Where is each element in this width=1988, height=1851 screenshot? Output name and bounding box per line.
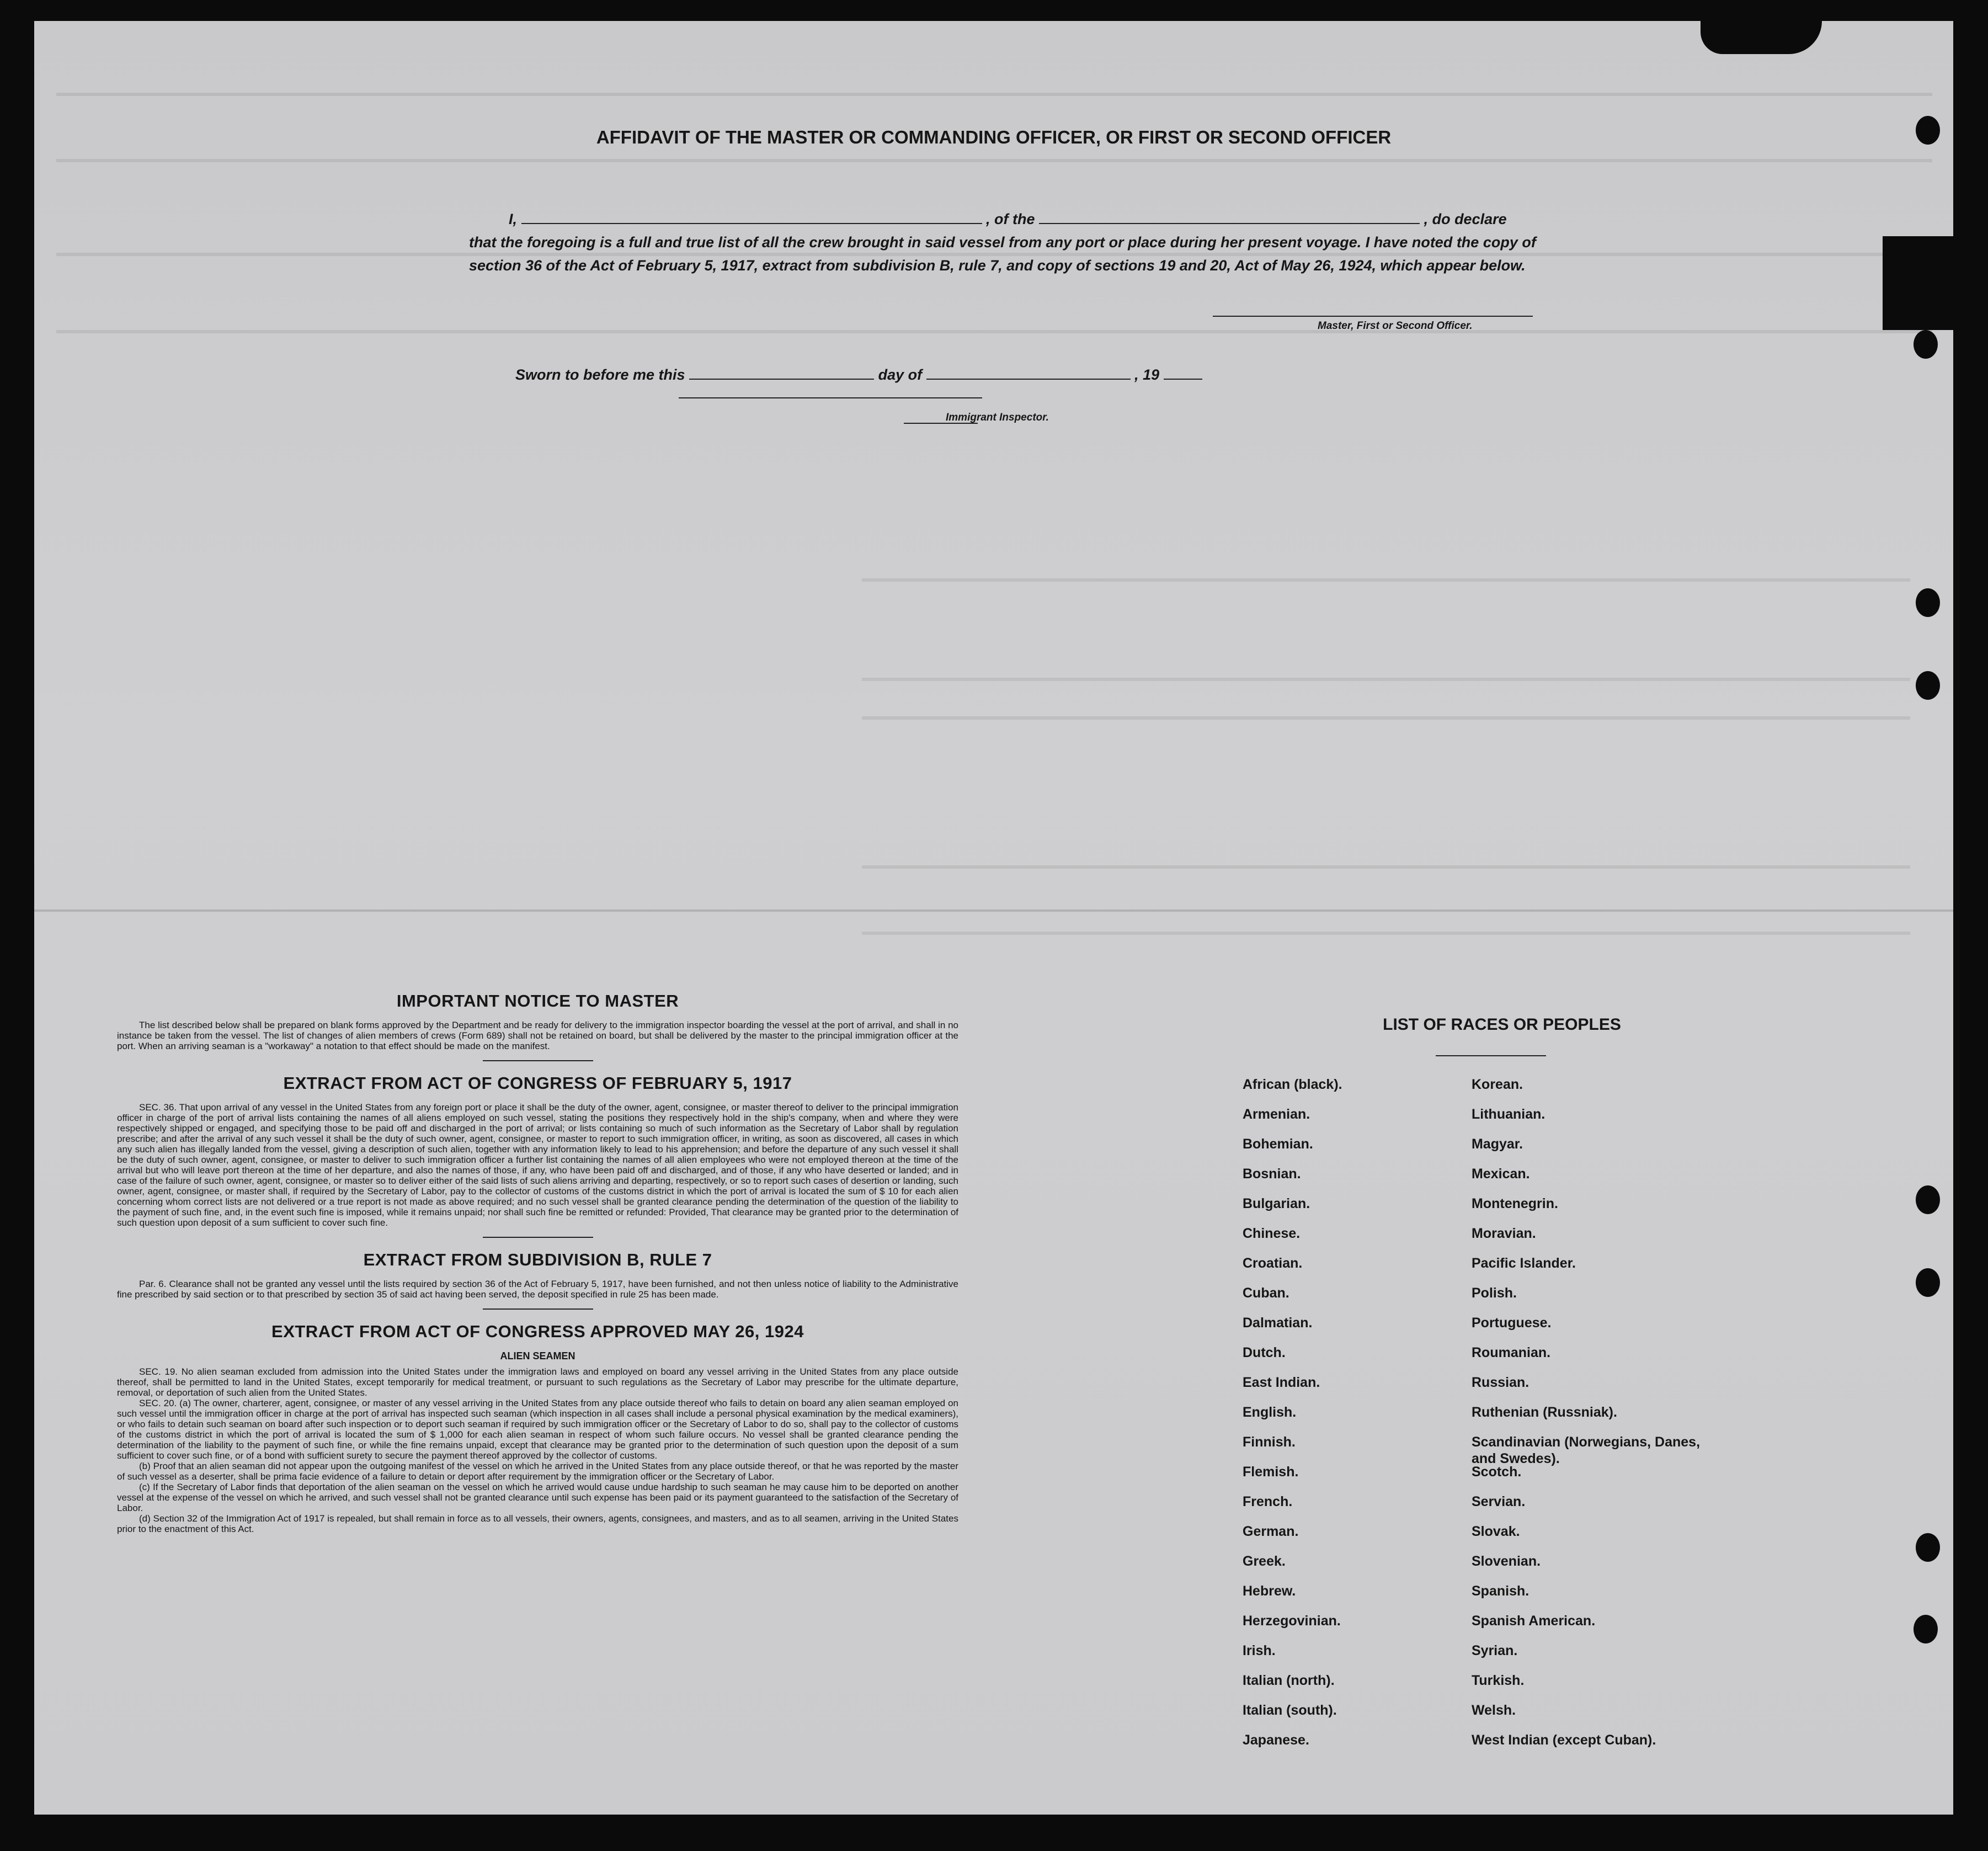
race-item: Cuban. bbox=[1243, 1285, 1289, 1301]
sworn-line bbox=[515, 366, 1202, 384]
race-item: Polish. bbox=[1472, 1285, 1517, 1301]
race-item: Slovenian. bbox=[1472, 1554, 1541, 1569]
sec20c-text: (c) If the Secretary of Labor finds that deportation of the alien seaman on the vessel on which he arrived would cause undue hardship to such seaman he may cause him to be deported on another vessel at the expense of the vessel on which he arrived, and such vessel shall not be granted clearance until such expense has been paid or its payment guaranteed to the satisfaction of the Secretary of Labor. bbox=[117, 1482, 958, 1513]
race-item: Irish. bbox=[1243, 1643, 1276, 1658]
race-item: Korean. bbox=[1472, 1077, 1523, 1092]
inspector-signature-line bbox=[679, 397, 982, 398]
race-item: Bulgarian. bbox=[1243, 1196, 1310, 1211]
race-item: Roumanian. bbox=[1472, 1345, 1551, 1360]
binder-hole bbox=[1916, 1268, 1940, 1297]
extract-1924-title: EXTRACT FROM ACT OF CONGRESS APPROVED MAY 26, 1924 bbox=[271, 1322, 804, 1341]
race-item: Magyar. bbox=[1472, 1136, 1523, 1152]
rule7-text: Par. 6. Clearance shall not be granted any vessel until the lists required by section 36 of the Act of February 5, 1917, have been furnished, and not then unless notice of liability to the Administrative fine prescribed by said section or to that prescribed by section 35 of said act having been served, the deposit specified in rule 25 has been made. bbox=[117, 1279, 958, 1300]
race-item: Lithuanian. bbox=[1472, 1107, 1545, 1122]
race-item: Scotch. bbox=[1472, 1464, 1522, 1480]
race-item: Servian. bbox=[1472, 1494, 1526, 1509]
race-item: German. bbox=[1243, 1524, 1299, 1539]
race-item: Dalmatian. bbox=[1243, 1315, 1313, 1331]
torn-corner bbox=[1883, 236, 1953, 330]
race-item: East Indian. bbox=[1243, 1375, 1320, 1390]
binder-hole bbox=[1916, 671, 1940, 700]
master-name-blank bbox=[521, 211, 982, 224]
race-item: Bosnian. bbox=[1243, 1166, 1301, 1182]
affidavit-i-label: I, bbox=[509, 211, 518, 227]
notice-title: IMPORTANT NOTICE TO MASTER bbox=[396, 991, 679, 1010]
race-item: Dutch. bbox=[1243, 1345, 1286, 1360]
race-item: Moravian. bbox=[1472, 1226, 1536, 1241]
master-signature-label: Master, First or Second Officer. bbox=[1318, 320, 1473, 332]
race-item: Slovak. bbox=[1472, 1524, 1520, 1539]
extract-1917-text: SEC. 36. That upon arrival of any vessel in the United States from any foreign port or place it shall be the duty of the owner, agent, consignee, or master thereof to deliver to the principal immigration officer in charge of the port of arrival lists containing the names of all aliens employed on such vessel, stating the positions they respectively hold in the ship's company, when and where they were respectively shipped or engaged, and specifying those to be paid off and discharged in the port of arrival; or lists containing so much of such information as the Secretary of Labor shall by regulation prescribe; and after the arrival of any such vessel it shall be the duty of such owner, agent, consignee, or master to report to such immigration officer, in writing, as soon as discovered, all cases in which any such alien has illegally landed from the vessel, giving a description of such alien, together with any information likely to lead to his apprehension; and before the departure of any such vessel it shall be the duty of such owner, agent, consignee, or master to deliver to such immigration officer a further list containing the names of all alien employees who were not employed thereon at the time of the arrival but who will leave port thereon at the time of her departure, and also the names of those, if any, who have been paid off and discharged, and of those, if any who have deserted or landed; and in case of the failure of such owner, agent, consignee, or master so to deliver either of the said lists of such aliens arriving and departing, respectively, or so to report such cases of desertion or landing, such owner, agent, consignee, or master shall, if required by the Secretary of Labor, pay to the collector of customs of the customs district in which the port of arrival is located the sum of $ 10 for each alien concerning whom correct lists are not delivered or a true report is not made as above required; and no such vessel shall be granted clearance pending the determination of the question of the liability to the payment of such fine, and, in the event such fine is imposed, while it remains unpaid; nor shall such fine be remitted or refunded: Provided, That clearance may be granted prior to the determination of such question upon deposit of a sum sufficient to cover such fine. bbox=[117, 1102, 958, 1228]
race-item: Armenian. bbox=[1243, 1107, 1310, 1122]
race-item: Hebrew. bbox=[1243, 1583, 1296, 1599]
race-item: French. bbox=[1243, 1494, 1293, 1509]
race-item: Syrian. bbox=[1472, 1643, 1518, 1658]
vessel-name-blank bbox=[1039, 211, 1420, 224]
race-item: Spanish. bbox=[1472, 1583, 1529, 1599]
rule7-title: EXTRACT FROM SUBDIVISION B, RULE 7 bbox=[363, 1250, 712, 1269]
race-item: Mexican. bbox=[1472, 1166, 1530, 1182]
race-item: Spanish American. bbox=[1472, 1613, 1596, 1629]
race-item: Turkish. bbox=[1472, 1673, 1525, 1688]
year-label: , 19 bbox=[1134, 366, 1160, 383]
race-item: Greek. bbox=[1243, 1554, 1286, 1569]
race-item: Russian. bbox=[1472, 1375, 1529, 1390]
race-item: Italian (south). bbox=[1243, 1703, 1337, 1718]
affidavit-title: AFFIDAVIT OF THE MASTER OR COMMANDING OFFICER, OR FIRST OR SECOND OFFICER bbox=[596, 127, 1392, 147]
sec20d-text: (d) Section 32 of the Immigration Act of 1917 is repealed, but shall remain in force as to all vessels, their owners, agents, consignees, and masters, and as to all seamen, arriving in the United States prior to the enactment of this Act. bbox=[117, 1513, 958, 1534]
race-item: Pacific Islander. bbox=[1472, 1256, 1576, 1271]
race-item: West Indian (except Cuban). bbox=[1472, 1732, 1656, 1748]
extract-1917-title: EXTRACT FROM ACT OF CONGRESS OF FEBRUARY 5, 1917 bbox=[283, 1073, 792, 1093]
race-item: Flemish. bbox=[1243, 1464, 1299, 1480]
affidavit-do-declare: , do declare bbox=[1424, 211, 1507, 227]
sec19-text: SEC. 19. No alien seaman excluded from admission into the United States under the immigration laws and employed on board any vessel arriving in the United States from any place outside thereof, shall be permitted to land in the United States, except temporarily for medical treatment, or pursuant to such regulations as the Secretary of Labor may prescribe for the ultimate departure, removal, or deportation of such alien from the United States. bbox=[117, 1366, 958, 1398]
affidavit-body bbox=[469, 208, 1573, 277]
race-item: African (black). bbox=[1243, 1077, 1342, 1092]
races-divider bbox=[1436, 1055, 1546, 1056]
binder-hole bbox=[1916, 116, 1940, 145]
alien-seamen-subtitle: ALIEN SEAMEN bbox=[500, 1350, 575, 1361]
sec20a-text: SEC. 20. (a) The owner, charterer, agent, consignee, or master of any vessel arriving in the United States from any place outside thereof who fails to detain on board any alien seaman employed on such vessel until the immigration officer in charge at the port of arrival has inspected such seaman (which inspection in all cases shall include a personal physical examination by the medical examiners), or who fails to detain such seaman on board after such inspection or to deport such seaman if required by such immigration officer or the Secretary of Labor to do so, shall pay to the collector of customs of the customs district in which the port of arrival is located the sum of $ 1,000 for each alien seaman in respect of whom such failure occurs. No vessel shall be granted clearance pending the determination of the liability to the payment of such fine, or while the fine remains unpaid, except that clearance may be granted prior to the determination of such question upon the deposit of a sum sufficient to cover such fine, or of a bond with sufficient surety to secure the payment thereof approved by the collector of customs. bbox=[117, 1398, 958, 1461]
race-item: Chinese. bbox=[1243, 1226, 1301, 1241]
sworn-label: Sworn to before me this bbox=[515, 366, 685, 383]
race-item: Finnish. bbox=[1243, 1434, 1296, 1450]
race-item: English. bbox=[1243, 1405, 1297, 1420]
affidavit-of-the: , of the bbox=[986, 211, 1035, 227]
sworn-day-blank bbox=[689, 366, 874, 380]
binder-hole bbox=[1916, 1533, 1940, 1562]
race-item: Montenegrin. bbox=[1472, 1196, 1558, 1211]
sworn-year-blank bbox=[1164, 366, 1202, 380]
race-item: Ruthenian (Russniak). bbox=[1472, 1405, 1617, 1420]
inspector-label: Immigrant Inspector. bbox=[946, 412, 1049, 423]
races-title: LIST OF RACES OR PEOPLES bbox=[1383, 1015, 1621, 1034]
binder-hole bbox=[1914, 330, 1938, 359]
paper-fold bbox=[34, 909, 1953, 912]
race-item: Croatian. bbox=[1243, 1256, 1303, 1271]
section-divider bbox=[483, 1309, 593, 1310]
affidavit-statement: that the foregoing is a full and true list of all the crew brought in said vessel from any port or place during her present voyage. I have noted the copy of section 36 of the Act of February 5, 1917, extract from subdivision B, rule 7, and copy of sections 19 and 20, Act of May 26, 1924, which appear below. bbox=[469, 234, 1536, 274]
document-page bbox=[34, 21, 1953, 1815]
race-item: Bohemian. bbox=[1243, 1136, 1313, 1152]
race-item: Portuguese. bbox=[1472, 1315, 1552, 1331]
races-left-column bbox=[1243, 1076, 1452, 1762]
races-right-column bbox=[1472, 1076, 1720, 1762]
sec20b-text: (b) Proof that an alien seaman did not appear upon the outgoing manifest of the vessel on which he arrived in the United States from any place outside thereof, or that he was reported by the master of such vessel as a deserter, shall be prima facie evidence of a failure to detain or deport after requirement by the immigration officer or the Secretary of Labor. bbox=[117, 1461, 958, 1482]
sworn-month-blank bbox=[926, 366, 1131, 380]
binder-hole bbox=[1914, 1615, 1938, 1643]
notice-text: The list described below shall be prepared on blank forms approved by the Department and be ready for delivery to the immigration inspector boarding the vessel at the port of arrival, and shall in no instance be taken from the vessel. The list of changes of alien members of crews (Form 689) shall not be retained on board, but shall be delivered by the master to the principal immigration officer at the port. When an arriving seaman is a "workaway" a notation to that effect should be made on the manifest. bbox=[117, 1020, 958, 1051]
section-divider bbox=[483, 1060, 593, 1061]
section-divider bbox=[483, 1237, 593, 1238]
torn-edge bbox=[1701, 21, 1822, 54]
legal-extracts bbox=[117, 991, 958, 1534]
binder-hole bbox=[1916, 588, 1940, 617]
race-item: Italian (north). bbox=[1243, 1673, 1335, 1688]
binder-hole bbox=[1916, 1185, 1940, 1214]
race-item: Scandinavian (Norwegians, Danes, and Swedes). bbox=[1472, 1434, 1701, 1466]
master-signature-line bbox=[1213, 316, 1533, 317]
race-item: Japanese. bbox=[1243, 1732, 1309, 1748]
race-item: Herzegovinian. bbox=[1243, 1613, 1341, 1629]
day-of-label: day of bbox=[878, 366, 923, 383]
race-item: Welsh. bbox=[1472, 1703, 1516, 1718]
